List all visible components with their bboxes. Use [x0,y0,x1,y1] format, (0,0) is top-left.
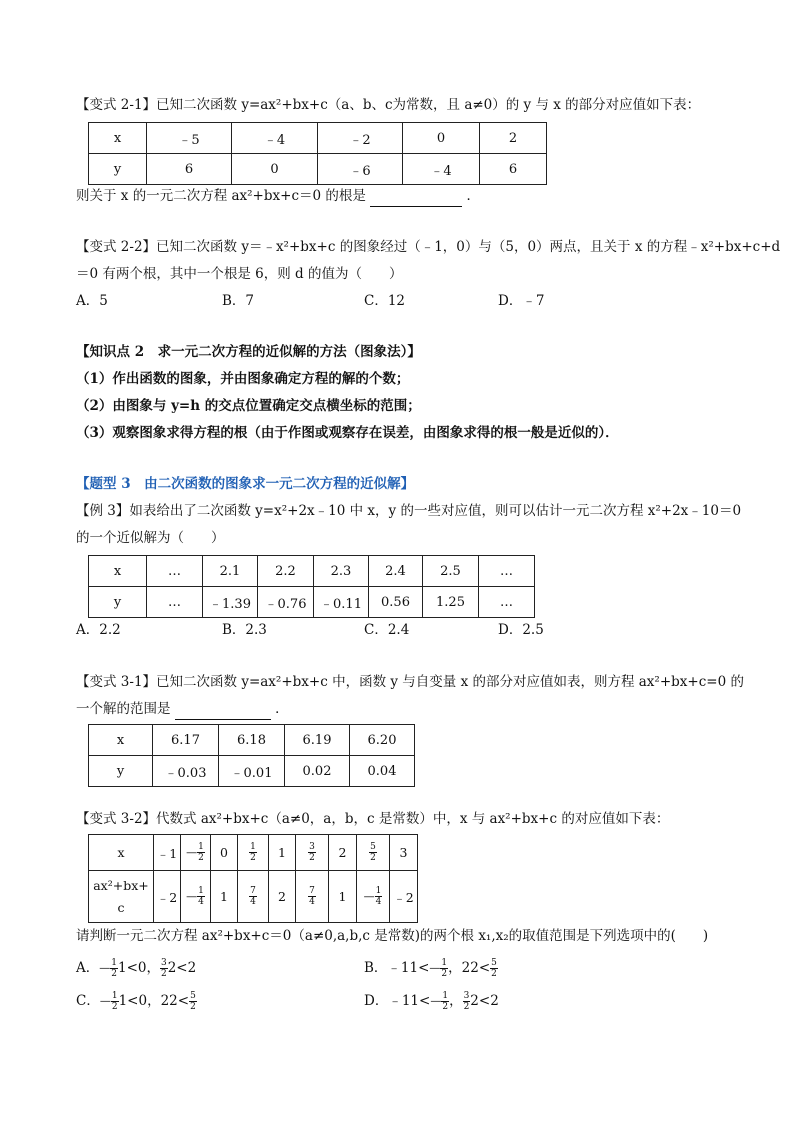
ex3-option-b: B．2.3 [222,622,267,638]
ex3-table [88,555,535,618]
table-cell: ﹣4 [403,154,480,185]
table-cell: x [89,725,153,756]
v32-option-d: D．﹣11<— $\frac{1}{2}$ ， $\frac{3}{2}$ 2<2 [364,991,499,1012]
table-cell: ﹣0.01 [219,756,285,787]
table-cell: x [89,556,147,587]
row-label-part: ax²+bx+ [93,877,149,893]
table-cell: 3 [390,835,418,871]
table-cell: 1 [211,871,238,923]
v21-question-end: ． [466,188,480,204]
table-cell: $\frac{5}{2}$ [357,835,390,871]
table-cell: 0.56 [369,587,423,618]
v32-table [88,834,418,923]
v31-line1: 【变式 3-1】已知二次函数 y=ax²+bx+c 中，函数 y 与自变量 x 的部分对应值如表，则方程 ax²+bx+c=0 的 [76,674,744,690]
answer-blank [175,699,271,720]
v32-option-b: B．﹣11<— $\frac{1}{2}$ ，22< $\frac{5}{2}$ [364,958,497,979]
table-cell: $\frac{7}{4}$ [296,871,329,923]
table-cell: … [479,587,535,618]
v21-question-text: 则关于 x 的一元二次方程 ax²+bx+c＝0 的根是 [76,188,366,204]
v32-title: 【变式 3-2】代数式 ax²+bx+c（a≠0，a，b，c 是常数）中，x 与 ax²+bx+c 的对应值如下表： [76,811,670,827]
kp2-item-1: （1）作出函数的图象，并由图象确定方程的解的个数； [76,371,410,387]
table-cell: 0 [211,835,238,871]
table-cell: — $\frac{1}{4}$ [181,871,211,923]
table-cell: x [89,123,147,154]
v31-line2-end: ． [275,701,289,717]
v32-option-c: C．— $\frac{1}{2}$ 1<0，22< $\frac{5}{2}$ [76,991,196,1012]
table-cell: 0 [403,123,480,154]
table-cell: 2.3 [314,556,369,587]
answer-blank [370,186,462,207]
ex3-line2: 的一个近似解为（ ） [76,530,225,546]
table-cell: ﹣1.39 [203,587,258,618]
table-cell: … [147,556,203,587]
v21-question [76,186,480,207]
v31-line2-text: 一个解的范围是 [76,701,171,717]
table-cell: ﹣4 [232,123,318,154]
v22-line1: 【变式 2-2】已知二次函数 y＝﹣x²+bx+c 的图象经过（﹣1，0）与（5，0）两点，且关于 x 的方程﹣x²+bx+c+d [76,239,781,255]
table-cell: y [89,756,153,787]
kp2-title: 【知识点 2 求一元二次方程的近似解的方法（图象法）】 [76,344,421,360]
v31-table [88,724,415,787]
table-cell: 0.04 [350,756,415,787]
ex3-line1: 【例 3】如表给出了二次函数 y=x²+2x﹣10 中 x，y 的一些对应值，则可以估计一元二次方程 x²+2x﹣10＝0 [76,503,742,519]
table-cell: 2.5 [423,556,479,587]
table-cell: 2 [269,871,296,923]
table-cell: … [147,587,203,618]
v21-title: 【变式 2-1】已知二次函数 y=ax²+bx+c（a、b、c为常数，且 a≠0）的 y 与 x 的部分对应值如下表： [76,97,701,113]
table-cell: 6.17 [153,725,219,756]
table-cell: ﹣2 [390,871,418,923]
table-cell: 2.4 [369,556,423,587]
table-cell: 6 [147,154,232,185]
table-cell: ﹣1 [154,835,181,871]
table-cell: y [89,587,147,618]
v32-question: 请判断一元二次方程 ax²+bx+c＝0（a≠0,a,b,c 是常数)的两个根 x₁,x₂的取值范围是下列选项中的( ) [76,928,709,944]
table-cell: 6.20 [350,725,415,756]
table-cell [89,871,154,923]
table-cell: 2.2 [258,556,314,587]
table-cell: 2.1 [203,556,258,587]
table-cell: ﹣6 [318,154,403,185]
kp2-item-2: （2）由图象与 y=h 的交点位置确定交点横坐标的范围； [76,398,421,414]
table-cell: ﹣5 [147,123,232,154]
table-cell: $\frac{7}{4}$ [238,871,269,923]
table-cell: ﹣2 [318,123,403,154]
v22-option-d: D．﹣7 [498,293,545,309]
table-cell: ﹣2 [154,871,181,923]
v22-option-a: A．5 [76,293,108,309]
table-cell: ﹣0.11 [314,587,369,618]
table-cell: 2 [480,123,547,154]
v32-option-a: A．— $\frac{1}{2}$ 1<0， $\frac{3}{2}$ 2<2 [76,958,197,979]
ex3-option-c: C．2.4 [364,622,410,638]
v31-line2 [76,699,289,720]
v22-option-b: B．7 [222,293,255,309]
table-cell: 6 [480,154,547,185]
table-cell: 0.02 [285,756,350,787]
table-cell: 1 [329,871,357,923]
t3-title: 【题型 3 由二次函数的图象求一元二次方程的近似解】 [76,476,415,492]
v21-table [88,122,547,185]
table-cell: $\frac{1}{2}$ [238,835,269,871]
table-cell: … [479,556,535,587]
ex3-option-d: D．2.5 [498,622,544,638]
row-label-part: c [117,899,125,915]
kp2-item-3: （3）观察图象求得方程的根（由于作图或观察存在误差，由图象求得的根一般是近似的）． [76,425,619,441]
table-cell: y [89,154,147,185]
table-cell: — $\frac{1}{2}$ [181,835,211,871]
table-cell: ﹣0.76 [258,587,314,618]
table-cell: 6.18 [219,725,285,756]
table-cell: ﹣0.03 [153,756,219,787]
table-cell: — $\frac{1}{4}$ [357,871,390,923]
v22-option-c: C．12 [364,293,406,309]
ex3-option-a: A．2.2 [76,622,121,638]
table-cell: 6.19 [285,725,350,756]
table-cell: $\frac{3}{2}$ [296,835,329,871]
table-cell: 0 [232,154,318,185]
table-cell: 1.25 [423,587,479,618]
table-cell: x [89,835,154,871]
table-cell: 1 [269,835,296,871]
table-cell: 2 [329,835,357,871]
v22-line2: ＝0 有两个根，其中一个根是 6，则 d 的值为（ ） [76,266,403,282]
